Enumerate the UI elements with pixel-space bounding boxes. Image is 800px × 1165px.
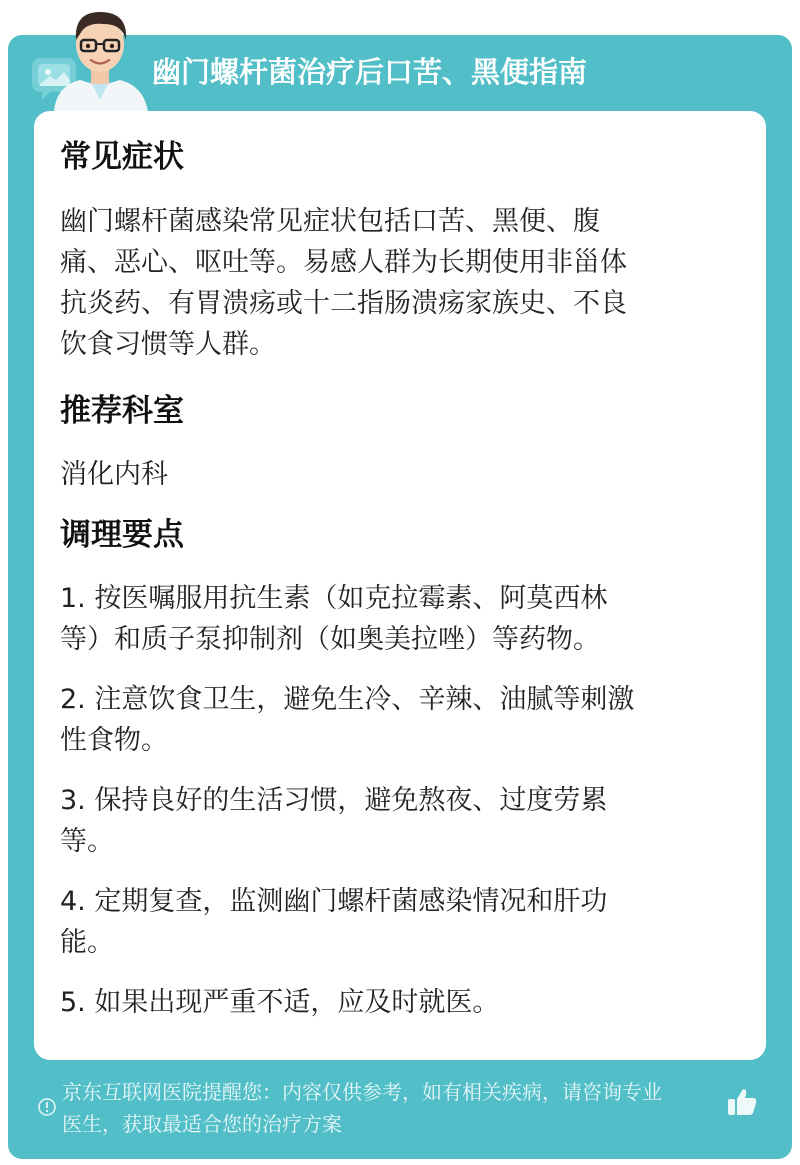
disclaimer-line: 京东互联网医院提醒您：内容仅供参考，如有相关疾病，请咨询专业 (62, 1080, 662, 1104)
content-card (34, 111, 766, 1060)
department-text: 消化内科 (60, 459, 168, 490)
care-item-text: 保持良好的生活习惯，避免熬夜、过度劳累 (94, 785, 608, 816)
care-item-number: 2. (60, 684, 86, 715)
care-item-3 (60, 780, 750, 821)
department-heading: 推荐科室 (60, 393, 184, 429)
care-item-3-cont: 等。 (60, 826, 114, 857)
symptoms-line: 幽门螺杆菌感染常见症状包括口苦、黑便、腹 (60, 206, 600, 237)
care-item-4 (60, 881, 750, 922)
info-icon (37, 1097, 57, 1117)
care-item-number: 5. (60, 987, 86, 1018)
care-item-4-cont: 能。 (60, 927, 114, 958)
care-item-5 (60, 982, 750, 1023)
disclaimer-line: 医生，获取最适合您的治疗方案 (62, 1112, 342, 1136)
disclaimer (62, 1076, 732, 1140)
care-item-number: 1. (60, 583, 86, 614)
care-item-number: 3. (60, 785, 86, 816)
symptoms-line: 痛、恶心、呕吐等。易感人群为长期使用非甾体 (60, 247, 627, 278)
symptoms-line: 抗炎药、有胃溃疡或十二指肠溃疡家族史、不良 (60, 288, 627, 319)
care-item-text: 按医嘱服用抗生素（如克拉霉素、阿莫西林 (94, 583, 608, 614)
care-item-text: 定期复查，监测幽门螺杆菌感染情况和肝功 (94, 886, 608, 917)
thumbs-up-icon[interactable] (724, 1084, 760, 1120)
care-item-1-cont: 等）和质子泵抑制剂（如奥美拉唑）等药物。 (60, 624, 600, 655)
symptoms-line: 饮食习惯等人群。 (60, 329, 276, 360)
care-item-text: 注意饮食卫生，避免生冷、辛辣、油腻等刺激 (94, 684, 635, 715)
doctor-avatar (40, 0, 160, 112)
page-title: 幽门螺杆菌治疗后口苦、黑便指南 (152, 55, 588, 89)
symptoms-heading: 常见症状 (60, 139, 184, 175)
care-item-1 (60, 578, 750, 619)
care-item-text: 如果出现严重不适，应及时就医。 (94, 987, 500, 1018)
care-heading: 调理要点 (60, 517, 184, 553)
care-item-2-cont: 性食物。 (60, 725, 168, 756)
care-item-2 (60, 679, 750, 720)
care-item-number: 4. (60, 886, 86, 917)
